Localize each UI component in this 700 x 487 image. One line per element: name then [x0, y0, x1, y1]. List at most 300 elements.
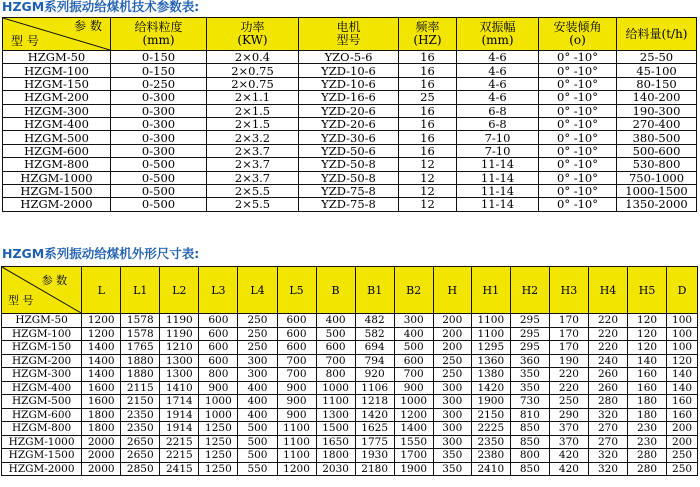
value-cell: 80-150	[617, 77, 697, 90]
value-cell: 1000	[316, 381, 355, 395]
value-cell: 2350	[121, 408, 160, 422]
value-cell: 320	[588, 408, 627, 422]
value-cell: 16	[399, 51, 457, 64]
value-cell: 1775	[355, 435, 394, 449]
value-cell: 1800	[82, 408, 121, 422]
value-cell: 16	[399, 144, 457, 157]
value-cell: 1400	[82, 368, 121, 382]
value-cell: 800	[199, 368, 238, 382]
value-cell: 0-500	[111, 198, 207, 211]
table-row	[3, 198, 697, 211]
value-cell: 1000-1500	[617, 184, 697, 197]
value-cell: 2×5.5	[207, 184, 299, 197]
model-cell: HZGM-150	[3, 77, 111, 90]
value-cell: 0-500	[111, 184, 207, 197]
model-cell: HZGM-600	[2, 408, 82, 422]
corner-param-label: 参 数	[74, 19, 102, 33]
value-cell: 400	[238, 395, 277, 409]
value-cell: YZD-75-8	[299, 184, 399, 197]
table-row	[2, 314, 698, 328]
value-cell: 582	[355, 327, 394, 341]
value-cell: 1650	[316, 435, 355, 449]
value-cell: 160	[628, 368, 667, 382]
value-cell: 4-6	[457, 91, 539, 104]
value-cell: 16	[399, 131, 457, 144]
table2-header-cell: H2	[510, 267, 549, 314]
value-cell: 0° -10°	[539, 91, 617, 104]
table-row	[3, 77, 697, 90]
table1-header-cell: 电机 型号	[299, 18, 399, 51]
table-row	[2, 422, 698, 436]
corner-model-label: 型 号	[11, 34, 39, 48]
value-cell: 220	[549, 381, 588, 395]
value-cell: 350	[433, 449, 471, 463]
model-cell: HZGM-500	[2, 395, 82, 409]
value-cell: 600	[277, 327, 316, 341]
value-cell: 12	[399, 158, 457, 171]
value-cell: 11-14	[457, 198, 539, 211]
value-cell: 220	[588, 327, 627, 341]
value-cell: 900	[394, 381, 433, 395]
table1-header-cell: 频率 (HZ)	[399, 18, 457, 51]
value-cell: 1300	[160, 354, 199, 368]
value-cell: 1100	[277, 435, 316, 449]
value-cell: 0° -10°	[539, 184, 617, 197]
value-cell: 300	[433, 381, 471, 395]
value-cell: 320	[588, 449, 627, 463]
value-cell: 0° -10°	[539, 117, 617, 130]
value-cell: 600	[199, 314, 238, 328]
value-cell: 1420	[471, 381, 510, 395]
value-cell: 530-800	[617, 158, 697, 171]
value-cell: 2150	[471, 408, 510, 422]
value-cell: 300	[238, 368, 277, 382]
value-cell: 1300	[316, 408, 355, 422]
value-cell: 1250	[199, 422, 238, 436]
value-cell: 120	[628, 327, 667, 341]
model-cell: HZGM-300	[3, 104, 111, 117]
dimensions-table	[1, 266, 698, 476]
value-cell: 190-300	[617, 104, 697, 117]
value-cell: 100	[667, 314, 698, 328]
value-cell: 500	[238, 435, 277, 449]
value-cell: 2650	[121, 435, 160, 449]
model-cell: HZGM-300	[2, 368, 82, 382]
value-cell: 1800	[316, 449, 355, 463]
value-cell: 1900	[394, 462, 433, 476]
table-row	[2, 341, 698, 355]
value-cell: 1100	[471, 314, 510, 328]
value-cell: 1100	[471, 327, 510, 341]
model-cell: HZGM-200	[3, 91, 111, 104]
table2-body	[2, 314, 698, 476]
value-cell: 4-6	[457, 77, 539, 90]
value-cell: 1914	[160, 408, 199, 422]
value-cell: 1578	[121, 314, 160, 328]
value-cell: 370	[549, 422, 588, 436]
table1-title: HZGM系列振动给煤机技术参数表:	[2, 0, 200, 14]
model-cell: HZGM-200	[2, 354, 82, 368]
value-cell: 0° -10°	[539, 64, 617, 77]
value-cell: 1500	[316, 422, 355, 436]
value-cell: 16	[399, 117, 457, 130]
table2-header-cell: H3	[549, 267, 588, 314]
value-cell: 1714	[160, 395, 199, 409]
value-cell: 300	[433, 435, 471, 449]
corner-param-label: 参 数	[41, 274, 68, 287]
table-row	[3, 144, 697, 157]
value-cell: 482	[355, 314, 394, 328]
value-cell: 1106	[355, 381, 394, 395]
value-cell: 200	[433, 341, 471, 355]
value-cell: 0-300	[111, 104, 207, 117]
value-cell: 800	[316, 368, 355, 382]
table2-header-cell: H1	[471, 267, 510, 314]
value-cell: 1100	[277, 422, 316, 436]
value-cell: 400	[238, 408, 277, 422]
value-cell: 280	[588, 395, 627, 409]
value-cell: 1218	[355, 395, 394, 409]
value-cell: 240	[588, 354, 627, 368]
value-cell: 1190	[160, 327, 199, 341]
value-cell: 810	[510, 408, 549, 422]
model-cell: HZGM-2000	[3, 198, 111, 211]
value-cell: 694	[355, 341, 394, 355]
model-cell: HZGM-100	[2, 327, 82, 341]
model-cell: HZGM-1500	[3, 184, 111, 197]
value-cell: 300	[394, 314, 433, 328]
value-cell: 160	[667, 408, 698, 422]
value-cell: 180	[628, 395, 667, 409]
value-cell: 0-150	[111, 64, 207, 77]
value-cell: 0-500	[111, 158, 207, 171]
value-cell: 2×3.7	[207, 158, 299, 171]
value-cell: 280	[628, 462, 667, 476]
value-cell: 1300	[160, 368, 199, 382]
value-cell: 4-6	[457, 51, 539, 64]
value-cell: 1100	[316, 395, 355, 409]
value-cell: 1200	[82, 327, 121, 341]
value-cell: 550	[238, 462, 277, 476]
value-cell: 900	[199, 381, 238, 395]
value-cell: 200	[667, 422, 698, 436]
value-cell: 1380	[471, 368, 510, 382]
value-cell: 1350-2000	[617, 198, 697, 211]
value-cell: YZD-20-6	[299, 104, 399, 117]
value-cell: 350	[510, 368, 549, 382]
value-cell: 360	[510, 354, 549, 368]
value-cell: 850	[510, 422, 549, 436]
table-row	[2, 435, 698, 449]
value-cell: 2415	[160, 462, 199, 476]
value-cell: 25-50	[617, 51, 697, 64]
value-cell: 140	[628, 354, 667, 368]
table2-header-cell: B	[316, 267, 355, 314]
value-cell: 120	[628, 341, 667, 355]
table1-header-cell: 安装倾角 (o)	[539, 18, 617, 51]
value-cell: 1420	[355, 408, 394, 422]
value-cell: 2×1.5	[207, 117, 299, 130]
table1-header-cell: 功率 (KW)	[207, 18, 299, 51]
value-cell: 2225	[471, 422, 510, 436]
value-cell: 100	[667, 327, 698, 341]
model-cell: HZGM-100	[3, 64, 111, 77]
table-row	[2, 408, 698, 422]
value-cell: 295	[510, 327, 549, 341]
table-row	[3, 184, 697, 197]
value-cell: 1765	[121, 341, 160, 355]
value-cell: YZO-5-6	[299, 51, 399, 64]
value-cell: 500	[238, 422, 277, 436]
value-cell: 2350	[471, 435, 510, 449]
value-cell: 2×1.5	[207, 104, 299, 117]
value-cell: 295	[510, 341, 549, 355]
table2-corner-header	[2, 267, 82, 314]
model-cell: HZGM-150	[2, 341, 82, 355]
value-cell: 1625	[355, 422, 394, 436]
table1-body	[3, 51, 697, 212]
model-cell: HZGM-1000	[3, 171, 111, 184]
model-cell: HZGM-600	[3, 144, 111, 157]
value-cell: 0° -10°	[539, 131, 617, 144]
value-cell: 1100	[277, 449, 316, 463]
value-cell: 0° -10°	[539, 51, 617, 64]
table2-header-cell: L4	[238, 267, 277, 314]
model-cell: HZGM-500	[3, 131, 111, 144]
model-cell: HZGM-50	[2, 314, 82, 328]
value-cell: 700	[316, 354, 355, 368]
value-cell: 0° -10°	[539, 171, 617, 184]
value-cell: 700	[394, 368, 433, 382]
value-cell: 220	[588, 341, 627, 355]
value-cell: 295	[510, 314, 549, 328]
table-row	[2, 368, 698, 382]
value-cell: 25	[399, 91, 457, 104]
value-cell: 7-10	[457, 144, 539, 157]
value-cell: 1210	[160, 341, 199, 355]
corner-model-label: 型 号	[8, 294, 34, 307]
value-cell: YZD-10-6	[299, 64, 399, 77]
value-cell: 0-300	[111, 117, 207, 130]
value-cell: 350	[433, 462, 471, 476]
model-cell: HZGM-50	[3, 51, 111, 64]
value-cell: 200	[433, 327, 471, 341]
table1-header-row	[3, 18, 697, 51]
value-cell: 250	[238, 341, 277, 355]
value-cell: 170	[549, 327, 588, 341]
value-cell: 7-10	[457, 131, 539, 144]
value-cell: 1360	[471, 354, 510, 368]
value-cell: YZD-50-6	[299, 144, 399, 157]
value-cell: 850	[510, 435, 549, 449]
table-row	[2, 462, 698, 476]
value-cell: 250	[667, 449, 698, 463]
value-cell: 270	[588, 435, 627, 449]
value-cell: 0° -10°	[539, 198, 617, 211]
value-cell: 1800	[82, 422, 121, 436]
value-cell: 2×1.1	[207, 91, 299, 104]
value-cell: 2215	[160, 449, 199, 463]
value-cell: YZD-75-8	[299, 198, 399, 211]
table1-header-cell: 双振幅 (mm)	[457, 18, 539, 51]
model-cell: HZGM-400	[2, 381, 82, 395]
value-cell: 230	[628, 435, 667, 449]
table-row	[3, 51, 697, 64]
value-cell: 1900	[471, 395, 510, 409]
value-cell: 140	[667, 368, 698, 382]
value-cell: 2×5.5	[207, 198, 299, 211]
value-cell: 1000	[199, 408, 238, 422]
table2-header-cell: L2	[160, 267, 199, 314]
value-cell: 270-400	[617, 117, 697, 130]
value-cell: 100	[667, 341, 698, 355]
table1-corner-header	[3, 18, 111, 51]
table-row	[3, 117, 697, 130]
value-cell: 500	[316, 327, 355, 341]
value-cell: 140	[667, 381, 698, 395]
value-cell: 900	[277, 408, 316, 422]
value-cell: 2×0.4	[207, 51, 299, 64]
value-cell: 1200	[82, 314, 121, 328]
value-cell: 600	[199, 341, 238, 355]
value-cell: 16	[399, 77, 457, 90]
value-cell: 0-250	[111, 77, 207, 90]
value-cell: 230	[628, 422, 667, 436]
value-cell: 180	[628, 408, 667, 422]
table2-header-cell: L	[82, 267, 121, 314]
table2-header-cell: H5	[628, 267, 667, 314]
table-row	[3, 64, 697, 77]
value-cell: 1914	[160, 422, 199, 436]
value-cell: 12	[399, 171, 457, 184]
value-cell: 2000	[82, 462, 121, 476]
value-cell: 850	[510, 462, 549, 476]
table-row	[3, 158, 697, 171]
table2-header-cell: L5	[277, 267, 316, 314]
value-cell: 170	[549, 314, 588, 328]
value-cell: 2215	[160, 435, 199, 449]
value-cell: 730	[510, 395, 549, 409]
value-cell: 1250	[199, 449, 238, 463]
value-cell: 1600	[82, 395, 121, 409]
table-row	[2, 449, 698, 463]
value-cell: 600	[316, 341, 355, 355]
value-cell: 1410	[160, 381, 199, 395]
value-cell: 600	[277, 314, 316, 328]
value-cell: 0° -10°	[539, 77, 617, 90]
technical-parameters-table	[2, 17, 697, 212]
value-cell: 2150	[121, 395, 160, 409]
model-cell: HZGM-800	[3, 158, 111, 171]
value-cell: 300	[433, 408, 471, 422]
value-cell: 380-500	[617, 131, 697, 144]
table2-header-cell: D	[667, 267, 698, 314]
table2-header-cell: H4	[588, 267, 627, 314]
value-cell: 500	[394, 341, 433, 355]
value-cell: 2850	[121, 462, 160, 476]
value-cell: 260	[588, 381, 627, 395]
value-cell: 2×3.7	[207, 144, 299, 157]
value-cell: 2×0.75	[207, 64, 299, 77]
value-cell: 1880	[121, 354, 160, 368]
value-cell: 260	[588, 368, 627, 382]
value-cell: 1295	[471, 341, 510, 355]
value-cell: 170	[549, 341, 588, 355]
value-cell: 270	[588, 422, 627, 436]
value-cell: 300	[433, 422, 471, 436]
value-cell: 250	[667, 462, 698, 476]
value-cell: YZD-50-8	[299, 171, 399, 184]
value-cell: 120	[628, 314, 667, 328]
table-row	[3, 104, 697, 117]
value-cell: 2×3.7	[207, 171, 299, 184]
value-cell: 1250	[199, 462, 238, 476]
value-cell: YZD-16-6	[299, 91, 399, 104]
value-cell: 2650	[121, 449, 160, 463]
value-cell: 600	[394, 354, 433, 368]
value-cell: 11-14	[457, 171, 539, 184]
value-cell: 0-150	[111, 51, 207, 64]
value-cell: 1550	[394, 435, 433, 449]
value-cell: 11-14	[457, 158, 539, 171]
value-cell: 1400	[82, 354, 121, 368]
value-cell: 200	[433, 314, 471, 328]
value-cell: 0-300	[111, 91, 207, 104]
table2-header-cell: B1	[355, 267, 394, 314]
value-cell: YZD-10-6	[299, 77, 399, 90]
value-cell: 16	[399, 64, 457, 77]
table-row	[2, 354, 698, 368]
value-cell: 2×3.2	[207, 131, 299, 144]
value-cell: 700	[277, 368, 316, 382]
value-cell: 200	[667, 435, 698, 449]
value-cell: 250	[238, 327, 277, 341]
value-cell: 280	[628, 449, 667, 463]
value-cell: 320	[588, 462, 627, 476]
value-cell: 920	[355, 368, 394, 382]
value-cell: 160	[628, 381, 667, 395]
value-cell: 300	[433, 395, 471, 409]
table2-header-cell: L1	[121, 267, 160, 314]
value-cell: 750-1000	[617, 171, 697, 184]
value-cell: 1400	[394, 422, 433, 436]
value-cell: 16	[399, 104, 457, 117]
value-cell: 1200	[277, 462, 316, 476]
value-cell: 2410	[471, 462, 510, 476]
value-cell: 12	[399, 184, 457, 197]
value-cell: 0-300	[111, 144, 207, 157]
value-cell: 6-8	[457, 104, 539, 117]
table2-header-cell: H	[433, 267, 471, 314]
value-cell: 1000	[394, 395, 433, 409]
value-cell: 140-200	[617, 91, 697, 104]
value-cell: 600	[199, 327, 238, 341]
model-cell: HZGM-400	[3, 117, 111, 130]
value-cell: 1190	[160, 314, 199, 328]
value-cell: 250	[549, 395, 588, 409]
value-cell: 290	[549, 408, 588, 422]
value-cell: 900	[277, 395, 316, 409]
value-cell: 420	[549, 462, 588, 476]
value-cell: 400	[238, 381, 277, 395]
table-row	[3, 91, 697, 104]
value-cell: 11-14	[457, 184, 539, 197]
value-cell: 1578	[121, 327, 160, 341]
value-cell: 500-600	[617, 144, 697, 157]
value-cell: 1880	[121, 368, 160, 382]
value-cell: 400	[316, 314, 355, 328]
value-cell: 1930	[355, 449, 394, 463]
